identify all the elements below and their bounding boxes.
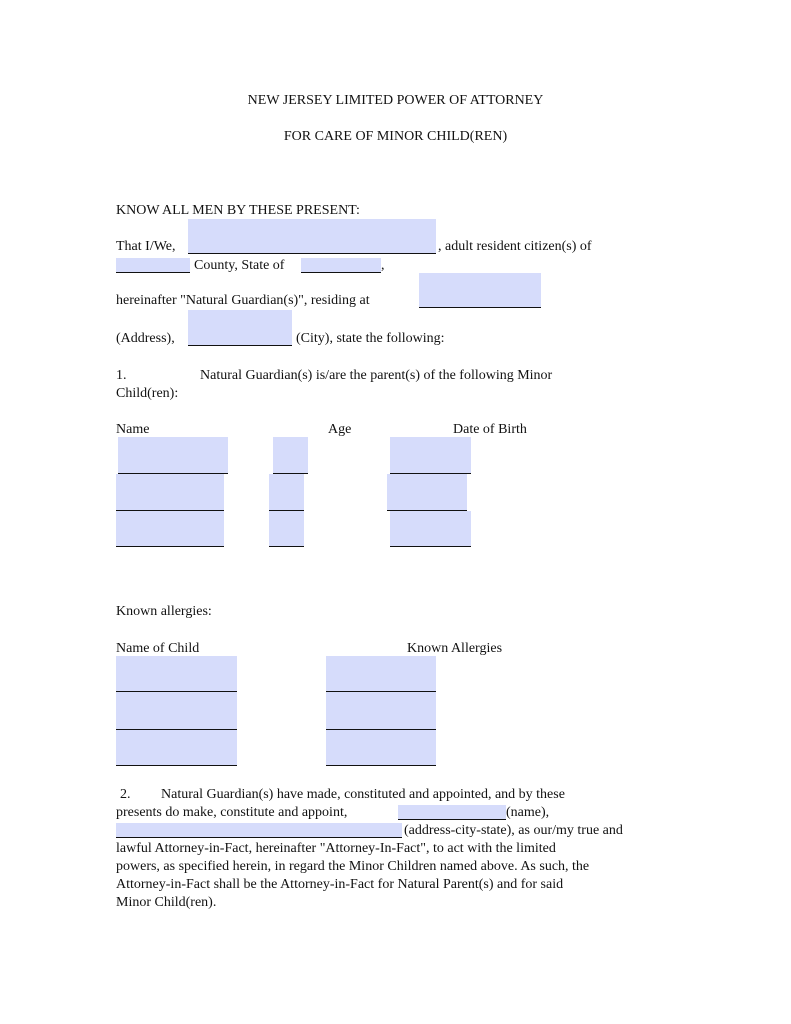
allergy-child-field-2[interactable] [116,692,237,729]
child-name-field-2[interactable] [116,474,224,510]
known-allergies-heading: Known allergies: [116,604,212,619]
section-2-line-5: powers, as specified herein, in regard the Minor Children named above. As such, the [116,859,590,874]
attorney-name-field[interactable] [398,805,506,819]
section-2-name-label: (name), [506,805,550,820]
title-line-2: FOR CARE OF MINOR CHILD(REN) [283,129,508,144]
section-2-line-1: Natural Guardian(s) have made, constituted and appointed, and by these [161,787,565,802]
attorney-name-underline [398,819,506,820]
hereinafter-text: hereinafter "Natural Guardian(s)", residing at [116,293,370,308]
col-allergies-header: Known Allergies [407,641,503,656]
county-field[interactable] [116,258,190,272]
child-dob-field-2[interactable] [387,474,467,510]
attorney-address-underline [116,837,402,838]
allergy-list-field-3[interactable] [326,730,436,765]
child-name-underline-3 [116,546,224,547]
city-field[interactable] [188,310,292,345]
section-1-number: 1. [116,368,127,383]
col-age-header: Age [328,422,352,437]
adult-resident-text: , adult resident citizen(s) of [438,239,592,254]
allergy-child-underline-3 [116,765,237,766]
col-child-header: Name of Child [116,641,200,656]
state-underline [301,272,381,273]
title-line-1: NEW JERSEY LIMITED POWER OF ATTORNEY [247,93,544,108]
county-underline [116,272,190,273]
that-i-we-label: That I/We, [116,239,176,254]
allergy-child-field-3[interactable] [116,730,237,765]
guardian-name-field[interactable] [188,219,436,253]
child-dob-field-1[interactable] [390,437,471,473]
city-underline [188,345,292,346]
address-label: (Address), [116,331,175,346]
state-field[interactable] [301,258,381,272]
section-2-line-2: presents do make, constitute and appoint, [116,805,348,820]
attorney-address-field[interactable] [116,823,402,837]
child-age-underline-3 [269,546,304,547]
guardian-name-underline [188,253,436,254]
col-name-header: Name [116,422,150,437]
residing-address-underline [419,307,541,308]
section-2-line-4: lawful Attorney-in-Fact, hereinafter "Attorney-In-Fact", to act with the limited [116,841,556,856]
allergy-list-field-1[interactable] [326,656,436,691]
section-1-text-cont: Child(ren): [116,386,179,401]
section-2-line-6: Attorney-in-Fact shall be the Attorney-in-Fact for Natural Parent(s) and for said [116,877,564,892]
allergy-list-field-2[interactable] [326,692,436,729]
child-name-field-3[interactable] [116,511,224,546]
child-age-field-1[interactable] [273,437,308,473]
residing-address-field[interactable] [419,273,541,307]
city-state-text: (City), state the following: [296,331,445,346]
child-age-field-3[interactable] [269,511,304,546]
county-state-text: County, State of [194,258,285,273]
section-2-number: 2. [120,787,131,802]
col-dob-header: Date of Birth [453,422,527,437]
section-1-text: Natural Guardian(s) is/are the parent(s) of the following Minor [200,368,553,383]
section-2-line-7: Minor Child(ren). [116,895,217,910]
child-dob-field-3[interactable] [390,511,471,546]
state-comma: , [381,258,385,273]
child-dob-underline-3 [390,546,471,547]
allergy-child-field-1[interactable] [116,656,237,691]
allergy-list-underline-3 [326,765,436,766]
child-name-field-1[interactable] [118,437,228,473]
child-age-field-2[interactable] [269,474,304,510]
know-all-men-heading: KNOW ALL MEN BY THESE PRESENT: [116,203,360,218]
section-2-line-3: (address-city-state), as our/my true and [404,823,623,838]
